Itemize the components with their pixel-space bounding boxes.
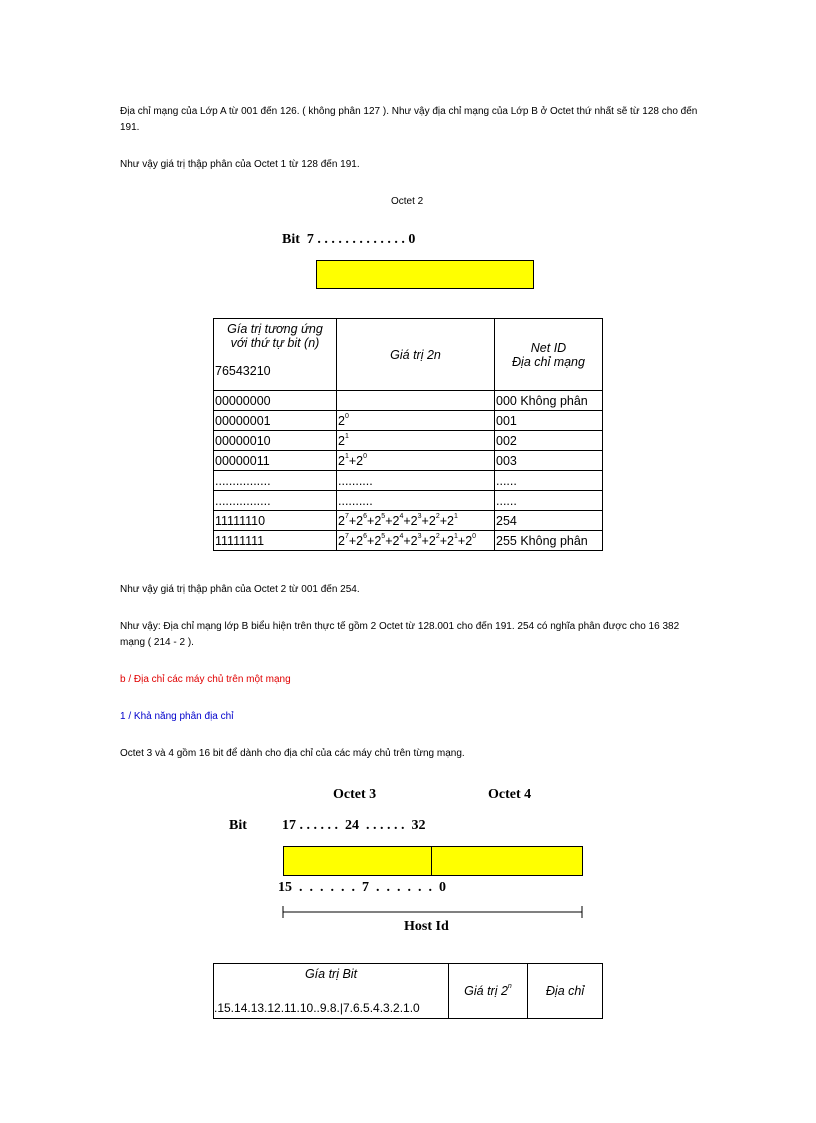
bottom-bit-scale: 15 . . . . . . 7 . . . . . . 0 <box>278 880 446 895</box>
octet-divider <box>431 847 432 875</box>
octet2-value-table <box>213 318 603 551</box>
header-value-2n <box>449 964 528 1019</box>
row-bits: ................ <box>214 491 337 511</box>
octet3-label: Octet 3 <box>333 787 377 802</box>
header-net-id-line2: Địa chỉ mạng <box>512 354 585 369</box>
header-net-id <box>495 319 603 391</box>
top-bit-scale: 17 . . . . . . 24 . . . . . . 32 <box>282 818 426 833</box>
table-row <box>214 511 603 531</box>
header-value-2n-text: Giá trị 2 <box>464 984 508 998</box>
row-bits: 00000000 <box>214 391 337 411</box>
paragraph-octet2-range: Như vậy giá trị thập phân của Octet 2 từ 001 đến 254. <box>120 584 360 595</box>
row-net: 002 <box>495 431 603 451</box>
row-value <box>337 391 495 411</box>
table-header-row <box>214 964 603 1019</box>
row-net: 001 <box>495 411 603 431</box>
row-value: $2^1+2^0$ <box>337 451 495 471</box>
header-value-2n-sup: n <box>507 983 512 990</box>
host-id-label: Host Id <box>404 919 449 934</box>
section-heading-host-address: b / Địa chỉ các máy chủ trên một mạng <box>120 674 291 685</box>
row-value: $2^7+2^6+2^5+2^4+2^3+2^2+2^1+2^0$ <box>337 531 495 551</box>
octet2-bit-scale: Bit 7 . . . . . . . . . . . . . 0 <box>282 232 416 247</box>
paragraph-octet3-4: Octet 3 và 4 gồm 16 bit để dành cho địa chỉ của các máy chủ trên từng mạng. <box>120 748 465 759</box>
table-header-row <box>214 319 603 391</box>
table-row <box>214 391 603 411</box>
table-row <box>214 431 603 451</box>
octet2-caption: Octet 2 <box>391 196 424 207</box>
paragraph-octet1-range: Như vậy giá trị thập phân của Octet 1 từ 128 đến 191. <box>120 159 360 170</box>
table-row <box>214 451 603 471</box>
header-bit-positions: 76543210 <box>215 364 271 378</box>
host-bar <box>283 846 583 876</box>
header-bit-order-line1: Gía trị tương ứng <box>227 322 323 336</box>
row-net: 003 <box>495 451 603 471</box>
row-bits: ................ <box>214 471 337 491</box>
row-bits: 00000001 <box>214 411 337 431</box>
row-bits: 11111111 <box>214 531 337 551</box>
row-net: 000 Không phân <box>495 391 603 411</box>
header-bit-order-line2: với thứ tự bit (n) <box>230 336 320 350</box>
row-value: .......... <box>337 471 495 491</box>
header-bit-order <box>214 319 337 391</box>
row-net: ...... <box>495 471 603 491</box>
row-net: 254 <box>495 511 603 531</box>
table-row <box>214 531 603 551</box>
octet4-label: Octet 4 <box>488 787 532 802</box>
row-net: 255 Không phân <box>495 531 603 551</box>
row-bits: 11111110 <box>214 511 337 531</box>
header-bit-values-sequence: .15.14.13.12.11.10..9.8.|7.6.5.4.3.2.1.0 <box>214 1001 420 1015</box>
row-value: $2^1$ <box>337 431 495 451</box>
paragraph-class-a-b: Địa chỉ mạng của Lớp A từ 001 đến 126. ( không phân 127 ). Như vậy địa chỉ mạng của Lớp B ở Octet thứ nhất sẽ từ 128 cho đến 191. <box>120 106 698 133</box>
row-value: $2^7+2^6+2^5+2^4+2^3+2^2+2^1$ <box>337 511 495 531</box>
table-row <box>214 491 603 511</box>
table-row <box>214 411 603 431</box>
header-address: Địa chỉ <box>528 964 603 1019</box>
row-value: .......... <box>337 491 495 511</box>
header-bit-values <box>214 964 449 1019</box>
header-value-2n: Giá trị 2n <box>337 319 495 391</box>
bit-label: Bit <box>229 818 247 833</box>
host-value-table <box>213 963 603 1019</box>
row-bits: 00000011 <box>214 451 337 471</box>
header-net-id-line1: Net ID <box>530 340 567 355</box>
subsection-heading-address-allocation: 1 / Khả năng phân địa chỉ <box>120 711 234 722</box>
header-bit-values-title: Gía trị Bit <box>304 967 358 981</box>
paragraph-class-b-summary: Như vậy: Địa chỉ mạng lớp B biểu hiện trên thực tế gồm 2 Octet từ 128.001 cho đến 191. 254 có nghĩa phân được cho 16 382 mạng ( 214 - 2 ). <box>120 621 680 648</box>
row-value: $2^0$ <box>337 411 495 431</box>
table-row <box>214 471 603 491</box>
row-bits: 00000010 <box>214 431 337 451</box>
row-net: ...... <box>495 491 603 511</box>
octet2-bar <box>316 260 534 289</box>
host-id-bracket <box>282 904 584 920</box>
